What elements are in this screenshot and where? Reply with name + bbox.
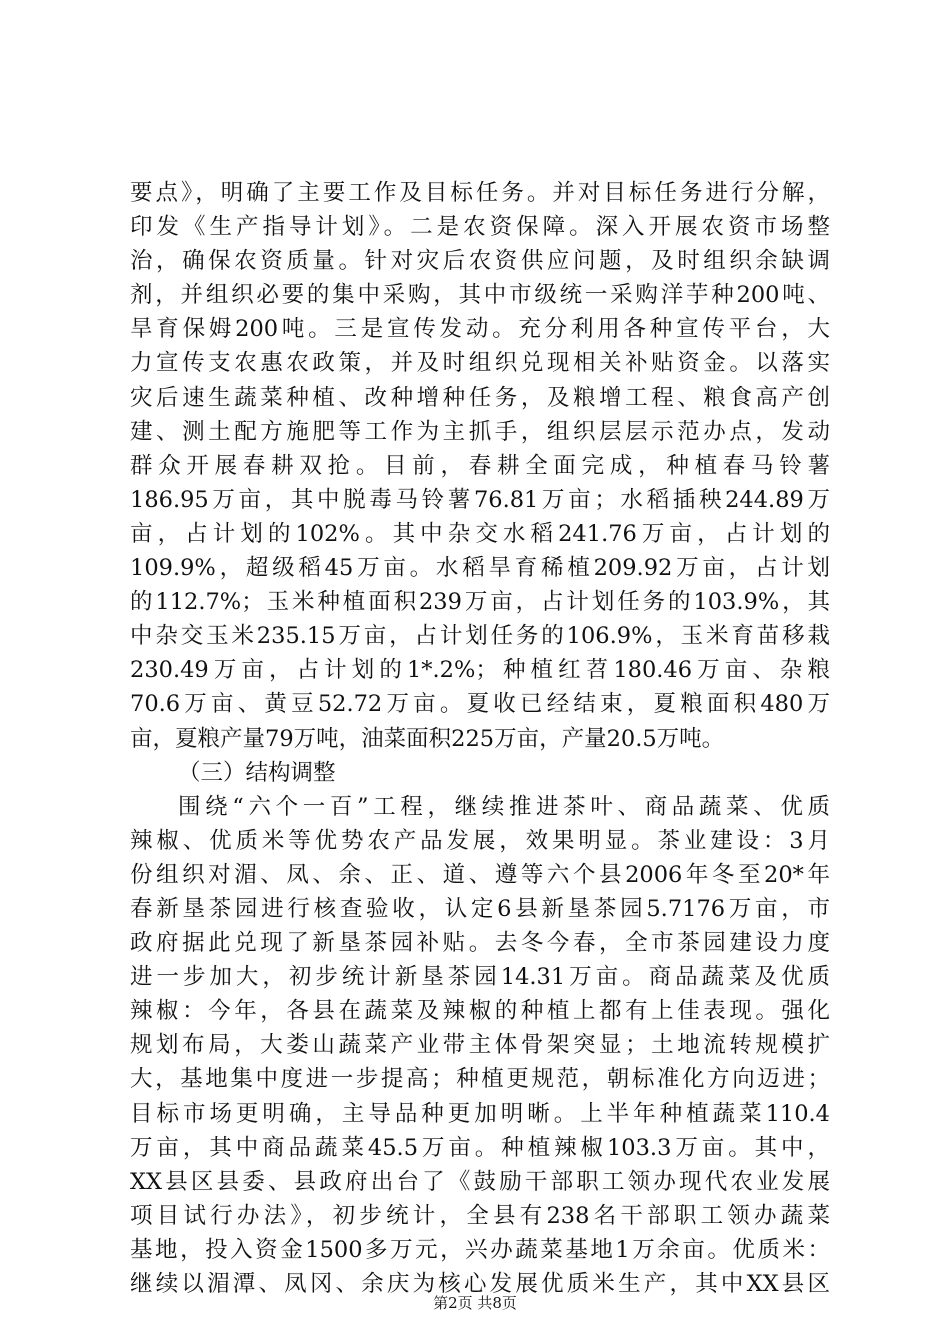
body-line: 186.95万亩，其中脱毒马铃薯76.81万亩；水稻插秧244.89万 xyxy=(130,486,830,513)
section-line: 进一步加大，初步统计新垦茶园14.31万亩。商品蔬菜及优质 xyxy=(130,964,830,991)
section-heading: （三）结构调整 xyxy=(178,759,336,786)
section-line: 项目试行办法》，初步统计，全县有238名干部职工领办蔬菜 xyxy=(130,1202,830,1229)
body-text xyxy=(130,176,830,1301)
body-line: 亩，占计划的102%。其中杂交水稻241.76万亩，占计划的 xyxy=(130,520,830,547)
section-line: 大，基地集中度进一步提高；种植更规范，朝标准化方向迈进； xyxy=(130,1066,830,1093)
body-line: 109.9%，超级稻45万亩。水稻旱育稀植209.92万亩，占计划 xyxy=(130,555,830,582)
section-line: 规划布局，大娄山蔬菜产业带主体骨架突显；土地流转规模扩 xyxy=(130,1032,830,1059)
section-line: 份组织对湄、凤、余、正、道、遵等六个县2006年冬至20*年 xyxy=(130,861,830,888)
body-line: 印发《生产指导计划》。二是农资保障。深入开展农资市场整 xyxy=(130,214,830,241)
section-line: 围绕“六个一百”工程，继续推进茶叶、商品蔬菜、优质 xyxy=(178,793,830,820)
section-line: 政府据此兑现了新垦茶园补贴。去冬今春，全市茶园建设力度 xyxy=(130,930,830,957)
section-line: 基地，投入资金1500多万元，兴办蔬菜基地1万余亩。优质米： xyxy=(130,1236,830,1263)
section-line: 春新垦茶园进行核查验收，认定6县新垦茶园5.7176万亩，市 xyxy=(130,895,830,922)
body-line: 灾后速生蔬菜种植、改种增种任务，及粮增工程、粮食高产创 xyxy=(130,384,830,411)
section-line: 目标市场更明确，主导品种更加明晰。上半年种植蔬菜110.4 xyxy=(130,1100,830,1127)
body-line: 230.49万亩，占计划的1*.2%；种植红苕180.46万亩、杂粮 xyxy=(130,657,830,684)
section-line: 辣椒、优质米等优势农产品发展，效果明显。茶业建设：3月 xyxy=(130,827,830,854)
page-footer: 第2页 共8页 xyxy=(433,1294,517,1312)
body-line: 建、测土配方施肥等工作为主抓手，组织层层示范办点，发动 xyxy=(130,418,830,445)
body-line: 70.6万亩、黄豆52.72万亩。夏收已经结束，夏粮面积480万 xyxy=(130,691,830,718)
body-line: 旱育保姆200吨。三是宣传发动。充分利用各种宣传平台，大 xyxy=(130,316,830,343)
section-line: 辣椒：今年，各县在蔬菜及辣椒的种植上都有上佳表现。强化 xyxy=(130,998,830,1025)
body-line: 力宣传支农惠农政策，并及时组织兑现相关补贴资金。以落实 xyxy=(130,350,830,377)
body-line: 的112.7%；玉米种植面积239万亩，占计划任务的103.9%，其 xyxy=(130,589,830,616)
body-line: 中杂交玉米235.15万亩，占计划任务的106.9%，玉米育苗移栽 xyxy=(130,623,830,650)
section-line: 万亩，其中商品蔬菜45.5万亩。种植辣椒103.3万亩。其中， xyxy=(130,1134,830,1161)
body-line: 要点》，明确了主要工作及目标任务。并对目标任务进行分解， xyxy=(130,180,830,206)
section-line: XX县区县委、县政府出台了《鼓励干部职工领办现代农业发展 xyxy=(130,1168,830,1195)
body-line: 治，确保农资质量。针对灾后农资供应问题，及时组织余缺调 xyxy=(130,248,830,275)
section-line: 继续以湄潭、凤冈、余庆为核心发展优质米生产，其中XX县区 xyxy=(130,1271,830,1297)
body-line: 群众开展春耕双抢。目前，春耕全面完成，种植春马铃薯 xyxy=(130,452,830,479)
body-line: 亩，夏粮产量79万吨，油菜面积225万亩，产量20.5万吨。 xyxy=(130,725,725,752)
body-line: 剂，并组织必要的集中采购，其中市级统一采购洋芋种200吨、 xyxy=(130,282,830,309)
